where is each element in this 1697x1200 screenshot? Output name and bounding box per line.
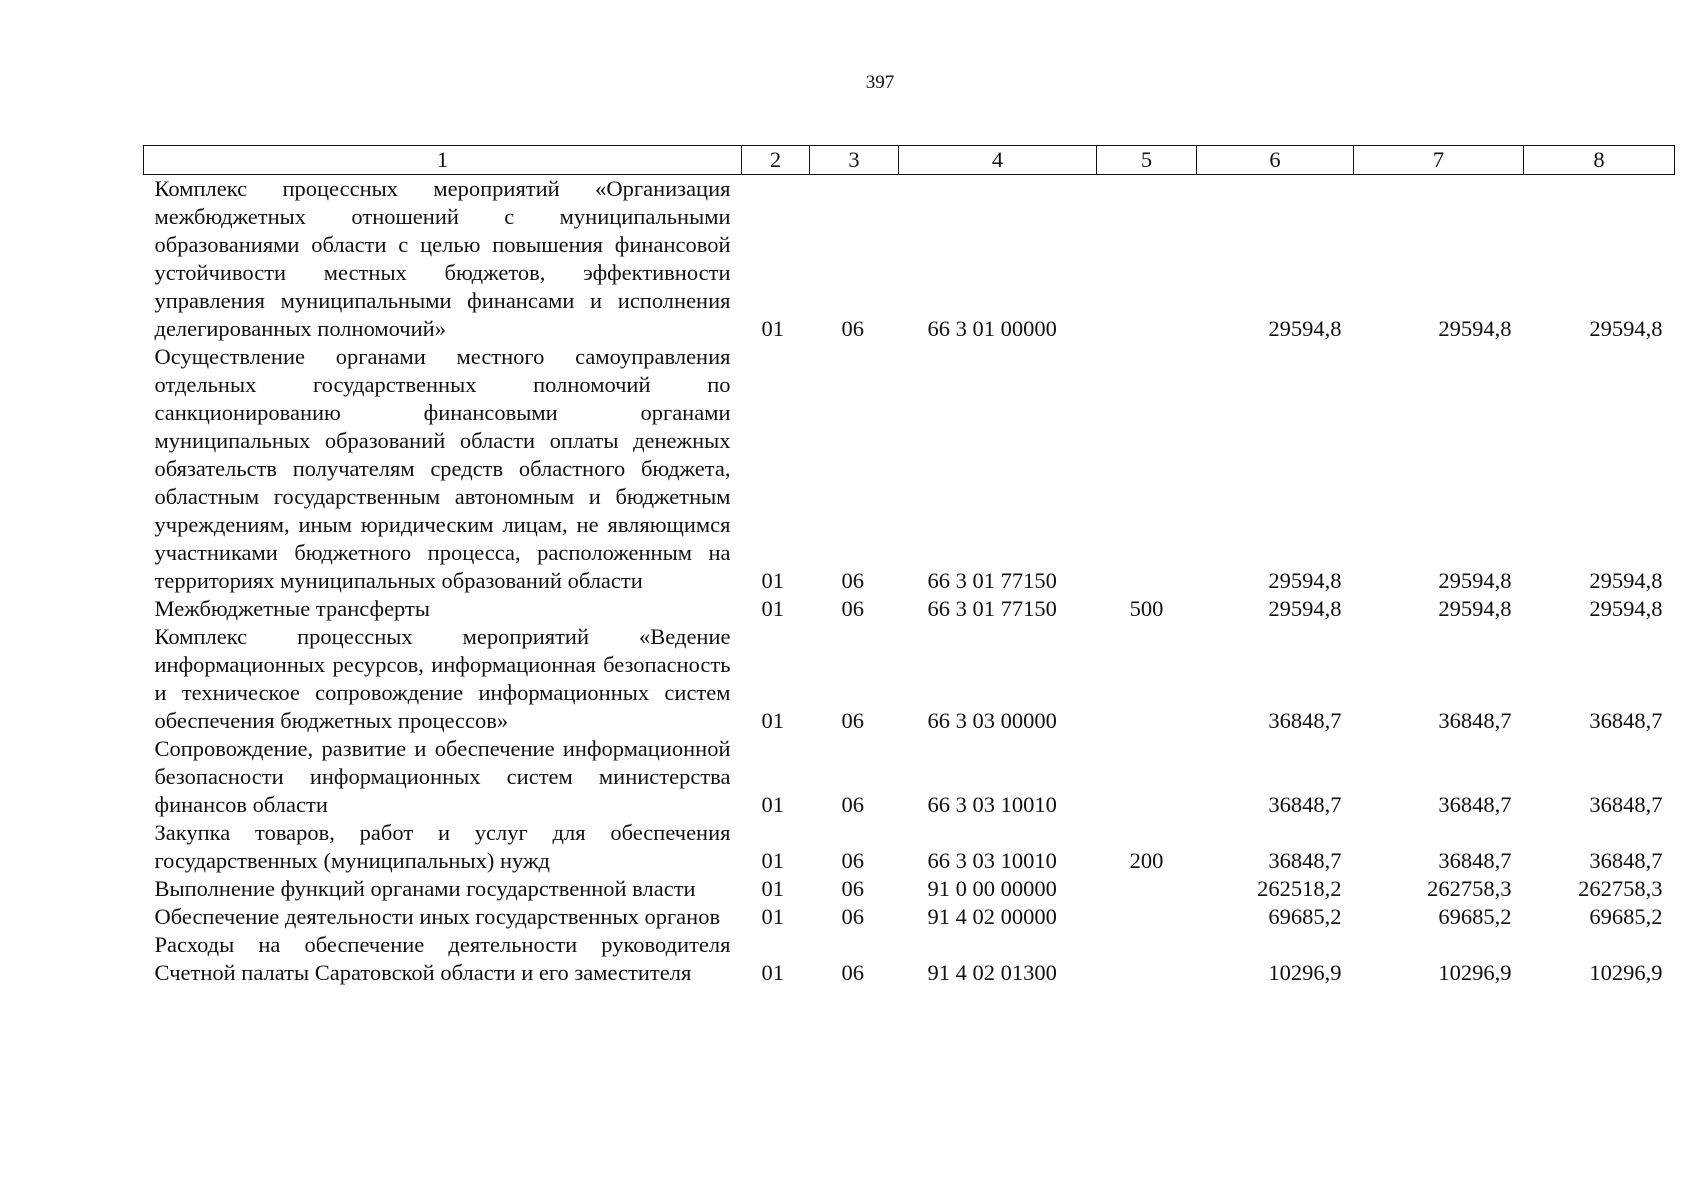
table-row [144,343,1675,595]
subsection-code: 06 [841,316,864,341]
subsection-code: 06 [841,708,864,733]
page-number: 397 [865,72,895,93]
target-article-code: 66 3 03 00000 [927,708,1057,733]
subsection-code: 06 [841,960,864,985]
budget-table [143,145,1675,987]
table-row [144,875,1675,903]
amount-year-3: 36848,7 [1589,792,1663,817]
expense-type-code [1097,343,1197,595]
expense-name: Комплекс процессных мероприятий «Ведение информационных ресурсов, информационная безопасность и техническое сопровождение информационных систем обеспечения бюджетных процессов» [154,624,731,733]
column-header: 8 [1524,146,1675,175]
amount-year-1: 29594,8 [1268,316,1342,341]
amount-year-2: 29594,8 [1438,568,1512,593]
target-article-code: 91 4 02 00000 [927,904,1057,929]
section-code: 01 [761,568,784,593]
amount-year-3: 36848,7 [1589,708,1663,733]
subsection-code: 06 [841,904,864,929]
table-row [144,623,1675,735]
section-code: 01 [761,316,784,341]
expense-type-code [1097,931,1197,987]
amount-year-1: 69685,2 [1268,904,1342,929]
target-article-code: 66 3 01 77150 [927,568,1057,593]
column-header: 1 [144,146,742,175]
amount-year-3: 69685,2 [1589,904,1663,929]
table-row [144,175,1675,344]
target-article-code: 66 3 03 10010 [927,848,1057,873]
table-row [144,735,1675,819]
column-header: 5 [1097,146,1197,175]
amount-year-3: 29594,8 [1589,316,1663,341]
column-header: 4 [899,146,1097,175]
section-code: 01 [761,596,784,621]
amount-year-2: 29594,8 [1438,316,1512,341]
expense-type-code [1097,903,1197,931]
expense-name: Выполнение функций органами государственной власти [154,876,696,901]
section-code: 01 [761,904,784,929]
expense-type-code [1097,175,1197,344]
section-code: 01 [761,960,784,985]
expense-name: Осуществление органами местного самоуправления отдельных государственных полномочий по санкционированию финансовыми органами муниципальных образований области оплаты денежных обязательств получателям средств областного бюджета, областным государственным автономным и бюджетным учреждениям, иным юридическим лицам, не являющимся участниками бюджетного процесса, расположенным на территориях муниципальных образований области [154,344,731,593]
section-code: 01 [761,848,784,873]
column-header: 2 [742,146,810,175]
section-code: 01 [761,792,784,817]
expense-type-code: 500 [1129,596,1164,621]
table-row [144,595,1675,623]
amount-year-1: 36848,7 [1268,792,1342,817]
subsection-code: 06 [841,596,864,621]
expense-type-code [1097,623,1197,735]
expense-name: Обеспечение деятельности иных государственных органов [154,904,721,929]
expense-type-code [1097,735,1197,819]
column-header: 3 [810,146,899,175]
amount-year-2: 36848,7 [1438,848,1512,873]
amount-year-2: 69685,2 [1438,904,1512,929]
target-article-code: 91 4 02 01300 [927,960,1057,985]
target-article-code: 66 3 03 10010 [927,792,1057,817]
amount-year-3: 262758,3 [1578,876,1663,901]
expense-name: Комплекс процессных мероприятий «Организация межбюджетных отношений с муниципальными образованиями области с целью повышения финансовой устойчивости местных бюджетов, эффективности управления муниципальными финансами и исполнения делегированных полномочий» [154,176,731,341]
amount-year-1: 29594,8 [1268,596,1342,621]
amount-year-2: 36848,7 [1438,708,1512,733]
amount-year-2: 262758,3 [1427,876,1512,901]
target-article-code: 66 3 01 00000 [927,316,1057,341]
column-header: 7 [1354,146,1524,175]
target-article-code: 66 3 01 77150 [927,596,1057,621]
table-row [144,931,1675,987]
expense-type-code [1097,875,1197,903]
section-code: 01 [761,708,784,733]
amount-year-2: 10296,9 [1438,960,1512,985]
amount-year-3: 29594,8 [1589,568,1663,593]
amount-year-3: 29594,8 [1589,596,1663,621]
subsection-code: 06 [841,792,864,817]
amount-year-1: 29594,8 [1268,568,1342,593]
table-row [144,819,1675,875]
target-article-code: 91 0 00 00000 [927,876,1057,901]
table-header-row [144,146,1675,175]
expense-name: Расходы на обеспечение деятельности руководителя Счетной палаты Саратовской области и его заместителя [154,932,731,985]
expense-type-code: 200 [1129,848,1164,873]
amount-year-3: 10296,9 [1589,960,1663,985]
column-header: 6 [1197,146,1354,175]
section-code: 01 [761,876,784,901]
amount-year-2: 36848,7 [1438,792,1512,817]
amount-year-2: 29594,8 [1438,596,1512,621]
expense-name: Сопровождение, развитие и обеспечение информационной безопасности информационных систем министерства финансов области [154,736,731,817]
amount-year-3: 36848,7 [1589,848,1663,873]
expense-name: Межбюджетные трансферты [154,596,430,621]
subsection-code: 06 [841,848,864,873]
amount-year-1: 262518,2 [1257,876,1342,901]
amount-year-1: 36848,7 [1268,708,1342,733]
subsection-code: 06 [841,568,864,593]
subsection-code: 06 [841,876,864,901]
expense-name: Закупка товаров, работ и услуг для обеспечения государственных (муниципальных) нужд [154,820,731,873]
table-row [144,903,1675,931]
amount-year-1: 36848,7 [1268,848,1342,873]
amount-year-1: 10296,9 [1268,960,1342,985]
